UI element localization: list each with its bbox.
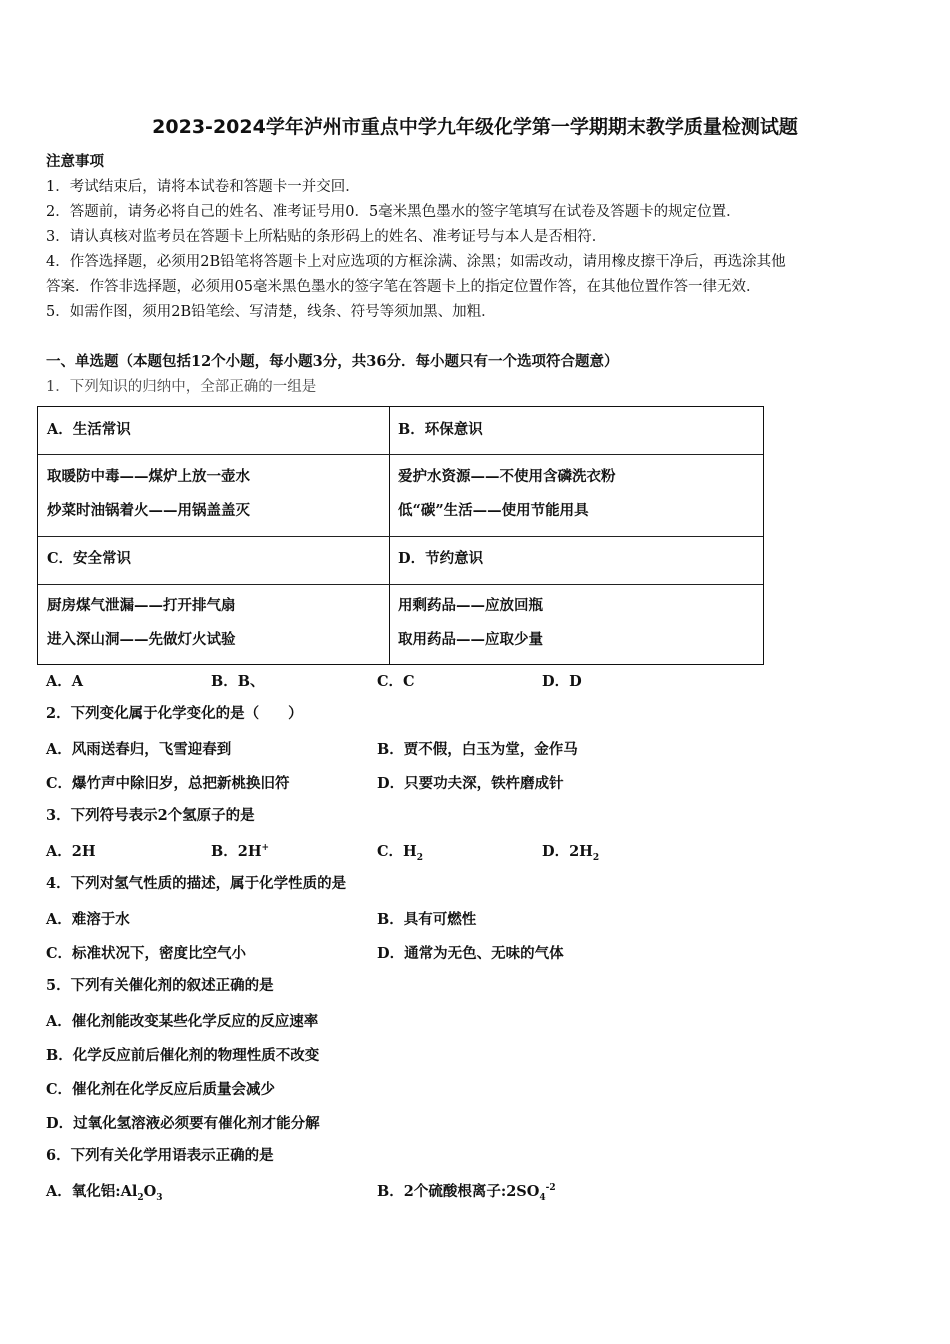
q2-option-c: C．爆竹声中除旧岁，总把新桃换旧符 (46, 775, 290, 792)
q4-option-c: C．标准状况下，密度比空气小 (46, 945, 247, 962)
q5-option-a: A．催化剂能改变某些化学反应的反应速率 (46, 1013, 319, 1030)
question-1-stem: 1．下列知识的归纳中，全部正确的一组是 (46, 379, 317, 395)
q3-option-d: D．$2H_2$ (542, 843, 600, 863)
q5-option-c: C．催化剂在化学反应后质量会减少 (46, 1081, 276, 1098)
notice-item: 3．请认真核对监考员在答题卡上所粘贴的条形码上的姓名、准考证号与本人是否相符． (46, 229, 607, 245)
table-cell-c2: 进入深山洞——先做灯火试验 (47, 631, 236, 648)
q3-option-a: A．2H (46, 843, 96, 860)
q6-option-a: A．氧化铝$:Al_2O_3$ (46, 1183, 163, 1203)
notice-item: 5．如需作图，须用2B铅笔绘、写清楚，线条、符号等须加黑、加粗． (46, 304, 496, 320)
notice-heading: 注意事项 (46, 153, 104, 170)
question-5-stem: 5．下列有关催化剂的叙述正确的是 (46, 977, 274, 994)
table-cell-d2: 取用药品——应取少量 (398, 631, 543, 648)
notice-item: 2．答题前，请务必将自己的姓名、准考证号用0．5毫米黑色墨水的签字笔填写在试卷及答题卡的规定位置． (46, 204, 741, 220)
q6-option-b: B．2个硫酸根离子$:2SO_4^{-2}$ (377, 1183, 556, 1203)
notice-item: 1．考试结束后，请将本试卷和答题卡一并交回． (46, 179, 360, 195)
table-cell-b1: 爱护水资源——不使用含磷洗衣粉 (398, 468, 616, 485)
q4-option-d: D．通常为无色、无味的气体 (377, 945, 564, 962)
table-cell-a-head: A．生活常识 (47, 421, 131, 438)
q5-option-b: B．化学反应前后催化剂的物理性质不改变 (46, 1047, 320, 1064)
q1-option-a: A．A (46, 673, 84, 690)
table-divider (38, 454, 763, 455)
table-divider (38, 584, 763, 585)
q2-option-d: D．只要功夫深，铁杵磨成针 (377, 775, 564, 792)
q4-option-b: B．具有可燃性 (377, 911, 477, 928)
table-divider (38, 536, 763, 537)
notice-item: 答案．作答非选择题，必须用05毫米黑色墨水的签字笔在答题卡上的指定位置作答，在其他位置作答一律无效． (46, 279, 761, 295)
knowledge-table (37, 406, 764, 665)
table-cell-b2: 低“碳”生活——使用节能用具 (398, 502, 589, 519)
table-cell-a2: 炒菜时油锅着火——用锅盖盖灭 (47, 502, 250, 519)
q1-option-b: B．B、 (211, 673, 265, 690)
table-cell-c-head: C．安全常识 (47, 550, 132, 567)
q2-option-b: B．贾不假，白玉为堂，金作马 (377, 741, 578, 758)
table-cell-c1: 厨房煤气泄漏——打开排气扇 (47, 597, 236, 614)
q2-option-a: A．风雨送春归，飞雪迎春到 (46, 741, 232, 758)
question-3-stem: 3．下列符号表示2个氢原子的是 (46, 807, 255, 824)
table-cell-d1: 用剩药品——应放回瓶 (398, 597, 543, 614)
table-cell-b-head: B．环保意识 (398, 421, 483, 438)
q5-option-d: D．过氧化氢溶液必须要有催化剂才能分解 (46, 1115, 320, 1132)
question-2-stem: 2．下列变化属于化学变化的是（ ） (46, 705, 303, 722)
q1-option-d: D．D (542, 673, 582, 690)
notice-item: 4．作答选择题，必须用2B铅笔将答题卡上对应选项的方框涂满、涂黑；如需改动，请用橡皮擦干净后，再选涂其他 (46, 254, 786, 270)
section-heading: 一、单选题（本题包括12个小题，每小题3分，共36分．每小题只有一个选项符合题意） (46, 353, 619, 370)
q3-option-b: B．2H+ (211, 843, 270, 860)
question-6-stem: 6．下列有关化学用语表示正确的是 (46, 1147, 274, 1164)
q3-option-c: C．$H_2$ (377, 843, 424, 863)
table-cell-d-head: D．节约意识 (398, 550, 484, 567)
page-title: 2023-2024学年泸州市重点中学九年级化学第一学期期末教学质量检测试题 (152, 116, 798, 138)
question-4-stem: 4．下列对氢气性质的描述，属于化学性质的是 (46, 875, 347, 892)
q4-option-a: A．难溶于水 (46, 911, 130, 928)
q1-option-c: C．C (377, 673, 415, 690)
table-cell-a1: 取暖防中毒——煤炉上放一壶水 (47, 468, 250, 485)
